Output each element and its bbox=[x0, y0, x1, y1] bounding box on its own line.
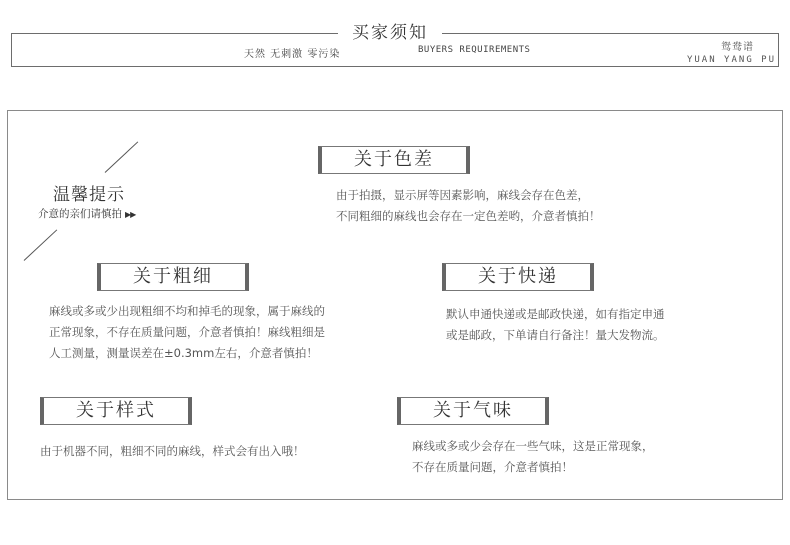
header-subtitle-cn: 天然 无刺激 零污染 bbox=[244, 49, 341, 60]
text-line: 由于机器不同，粗细不同的麻线，样式会有出入哦！ bbox=[40, 444, 305, 458]
section-title-shipping: 关于快递 bbox=[442, 263, 594, 291]
section-body-smell bbox=[412, 436, 654, 478]
tip-subtitle: 介意的亲们请慎拍 ▶▶ bbox=[38, 208, 136, 220]
arrow-right-icon: ▶▶ bbox=[125, 210, 136, 219]
header-subtitle-en: BUYERS REQUIREMENTS bbox=[418, 45, 531, 55]
section-body-shipping bbox=[446, 304, 665, 346]
text-line: 不存在质量问题，介意者慎拍！ bbox=[412, 460, 573, 474]
text-line: 或是邮政，下单请自行备注！量大发物流。 bbox=[446, 328, 665, 342]
text-line: 由于拍摄，显示屏等因素影响，麻线会存在色差， bbox=[336, 188, 589, 202]
text-line: 默认申通快递或是邮政快递，如有指定申通 bbox=[446, 307, 665, 321]
section-title-thickness: 关于粗细 bbox=[97, 263, 249, 291]
tip-title: 温馨提示 bbox=[53, 185, 125, 205]
section-title-smell: 关于气味 bbox=[397, 397, 549, 425]
text-line: 正常现象，不存在质量问题，介意者慎拍！麻线粗细是 bbox=[49, 325, 325, 339]
section-title-style: 关于样式 bbox=[40, 397, 192, 425]
brand-name-cn: 鸳鸯谱 bbox=[721, 42, 754, 53]
text-line: 不同粗细的麻线也会存在一定色差哟，介意者慎拍！ bbox=[336, 209, 601, 223]
section-body-style bbox=[40, 441, 305, 462]
section-title-color: 关于色差 bbox=[318, 146, 470, 174]
section-body-thickness bbox=[49, 301, 325, 364]
page-title: 买家须知 bbox=[338, 20, 442, 46]
text-line: 人工测量，测量误差在±0.3mm左右，介意者慎拍！ bbox=[49, 346, 318, 360]
text-line: 麻线或多或少会存在一些气味，这是正常现象， bbox=[412, 439, 654, 453]
brand-name-en: YUAN YANG PU bbox=[686, 55, 776, 65]
text-line: 麻线或多或少出现粗细不均和掉毛的现象，属于麻线的 bbox=[49, 304, 325, 318]
section-body-color bbox=[336, 185, 601, 227]
